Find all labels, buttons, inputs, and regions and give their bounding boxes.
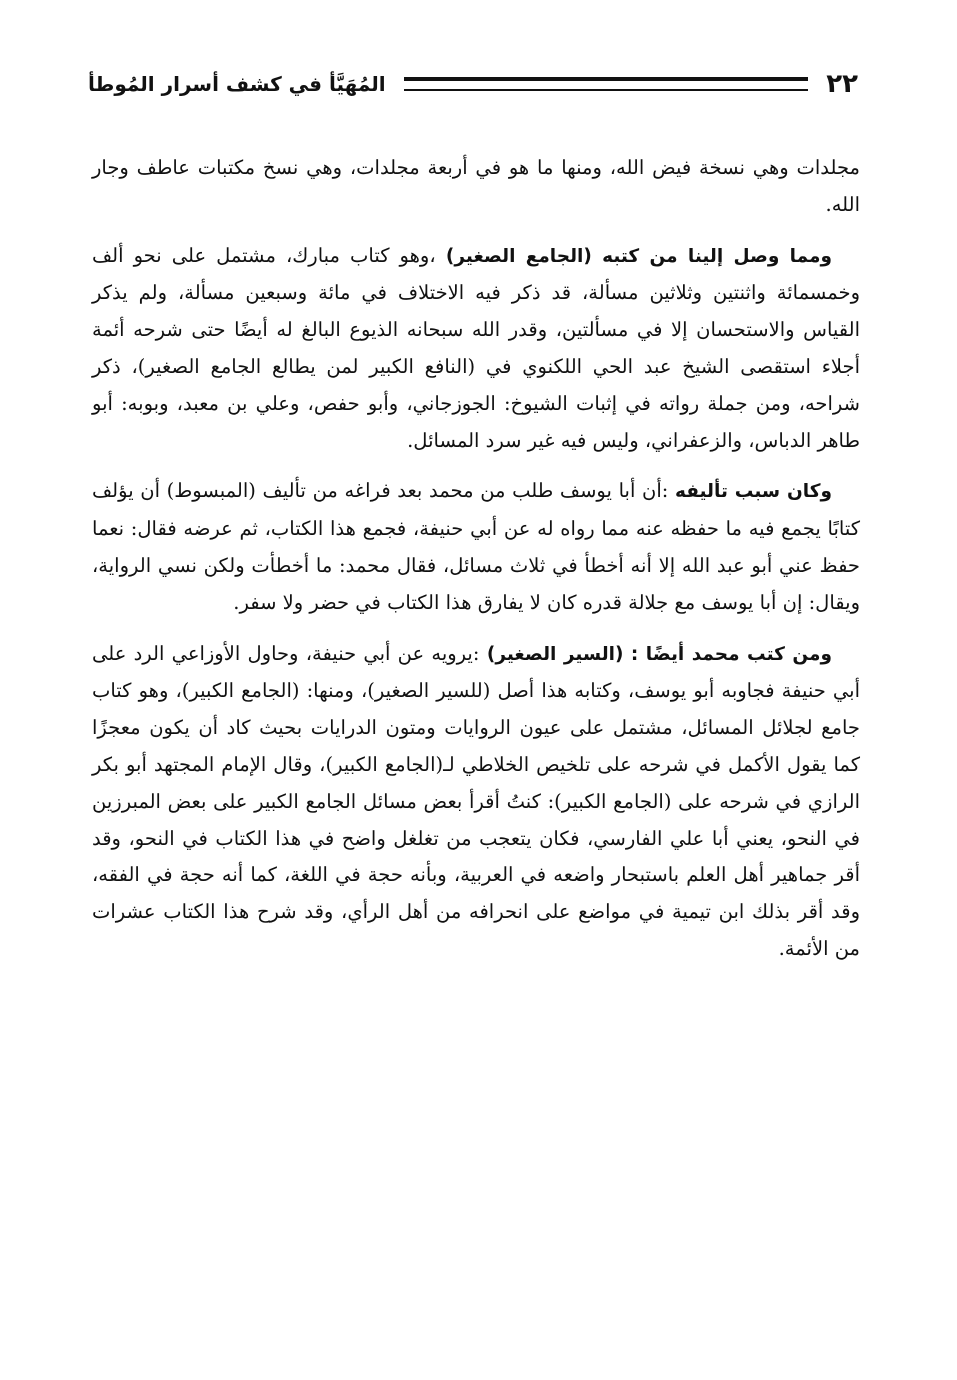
- paragraph-text: :أن أبا يوسف طلب من محمد بعد فراغه من تأليف (المبسوط) أن يؤلف كتابًا يجمع فيه ما حفظه عنه مما رواه له عن أبي حنيفة، فجمع هذا الكتاب، ثم عرضه فقال: نعما حفظ عني أبو عبد الله إلا أنه أخطأ في ثلاث مسائل، فقال محمد: ما أخطأت ولكن نسي الرواية، ويقال: إن أبا يوسف مع جلالة قدره كان لا يفارق هذا الكتاب في حضر ولا سفر.: [92, 479, 860, 614]
- paragraph-text: ،وهو كتاب مبارك، مشتمل على نحو ألف وخمسمائة واثنتين وثلاثين مسألة، قد ذكر فيه الاختلاف في مائة وسبعين مسألة، ولم يذكر القياس والاستحسان إلا في مسألتين، وقدر الله سبحانه الذيوع البالغ له أيضًا حتى شرحه أئمة أجلاء استقصى الشيخ عبد الحي اللكنوي في (النافع الكبير لمن يطالع الجامع الصغير)، ذكر شراحه، ومن جملة رواته في إثبات الشيوخ: الجوزجاني، وأبو حفص، وعلي بن معبد، وبوبه: أبو طاهر الدباس، والزعفراني، وليس فيه غير سرد المسائل.: [92, 243, 860, 452]
- page-header: [88, 62, 858, 106]
- paragraph-text: :يرويه عن أبي حنيفة، وحاول الأوزاعي الرد على أبي حنيفة فجاوبه أبو يوسف، وكتابه هذا أصل (للسير الصغير)، ومنها: (الجامع الكبير)، وهو كتاب جامع لجلائل المسائل، مشتمل على عيون الروايات ومتون الدرايات بحيث كاد أن يكون معجزًا كما يقول الأكمل في شرحه على تلخيص الخلاطي لـ(الجامع الكبير)، وقال الإمام المجتهد أبو بكر الرازي في شرحه على (الجامع الكبير): كنتُ أقرأ بعض مسائل الجامع الكبير على بعض المبرزين في النحو، يعني أبا علي الفارسي، فكان يتعجب من تغلغل واضح في هذا الكتاب في النحو، وقد أقر جماهير أهل العلم باستبحار واضعه في العربية، وبأنه حجة في اللغة، كما أنه حجة في الفقه، وقد أقر بذلك ابن تيمية في مواضع على انحرافه من أهل الرأي، وقد شرح هذا الكتاب عشرات من الأئمة.: [92, 641, 860, 960]
- paragraph-2: [92, 238, 860, 460]
- paragraph-3: [92, 473, 860, 621]
- book-title: (الجامع الصغير): [435, 245, 603, 267]
- paragraph-lead: وكان سبب تأليفه: [674, 481, 832, 503]
- paragraph-4: [92, 636, 860, 968]
- page-number: ٢٢: [826, 69, 858, 99]
- running-title: المُهَيَّأ في كشف أسرار المُوطأ: [88, 72, 386, 96]
- body-text: [92, 150, 860, 982]
- book-title: (السير الصغير): [479, 643, 631, 665]
- paragraph-text: مجلدات وهي نسخة فيض الله، ومنها ما هو في أربعة مجلدات، وهي نسخ مكتبات عاطف وجار الله.: [92, 156, 860, 216]
- paragraph-lead: ومما وصل إلينا من كتبه: [602, 245, 832, 267]
- paragraph-lead: ومن كتب محمد أيضًا :: [630, 643, 832, 665]
- paragraph-1: [92, 150, 860, 224]
- header-rule: [404, 77, 809, 91]
